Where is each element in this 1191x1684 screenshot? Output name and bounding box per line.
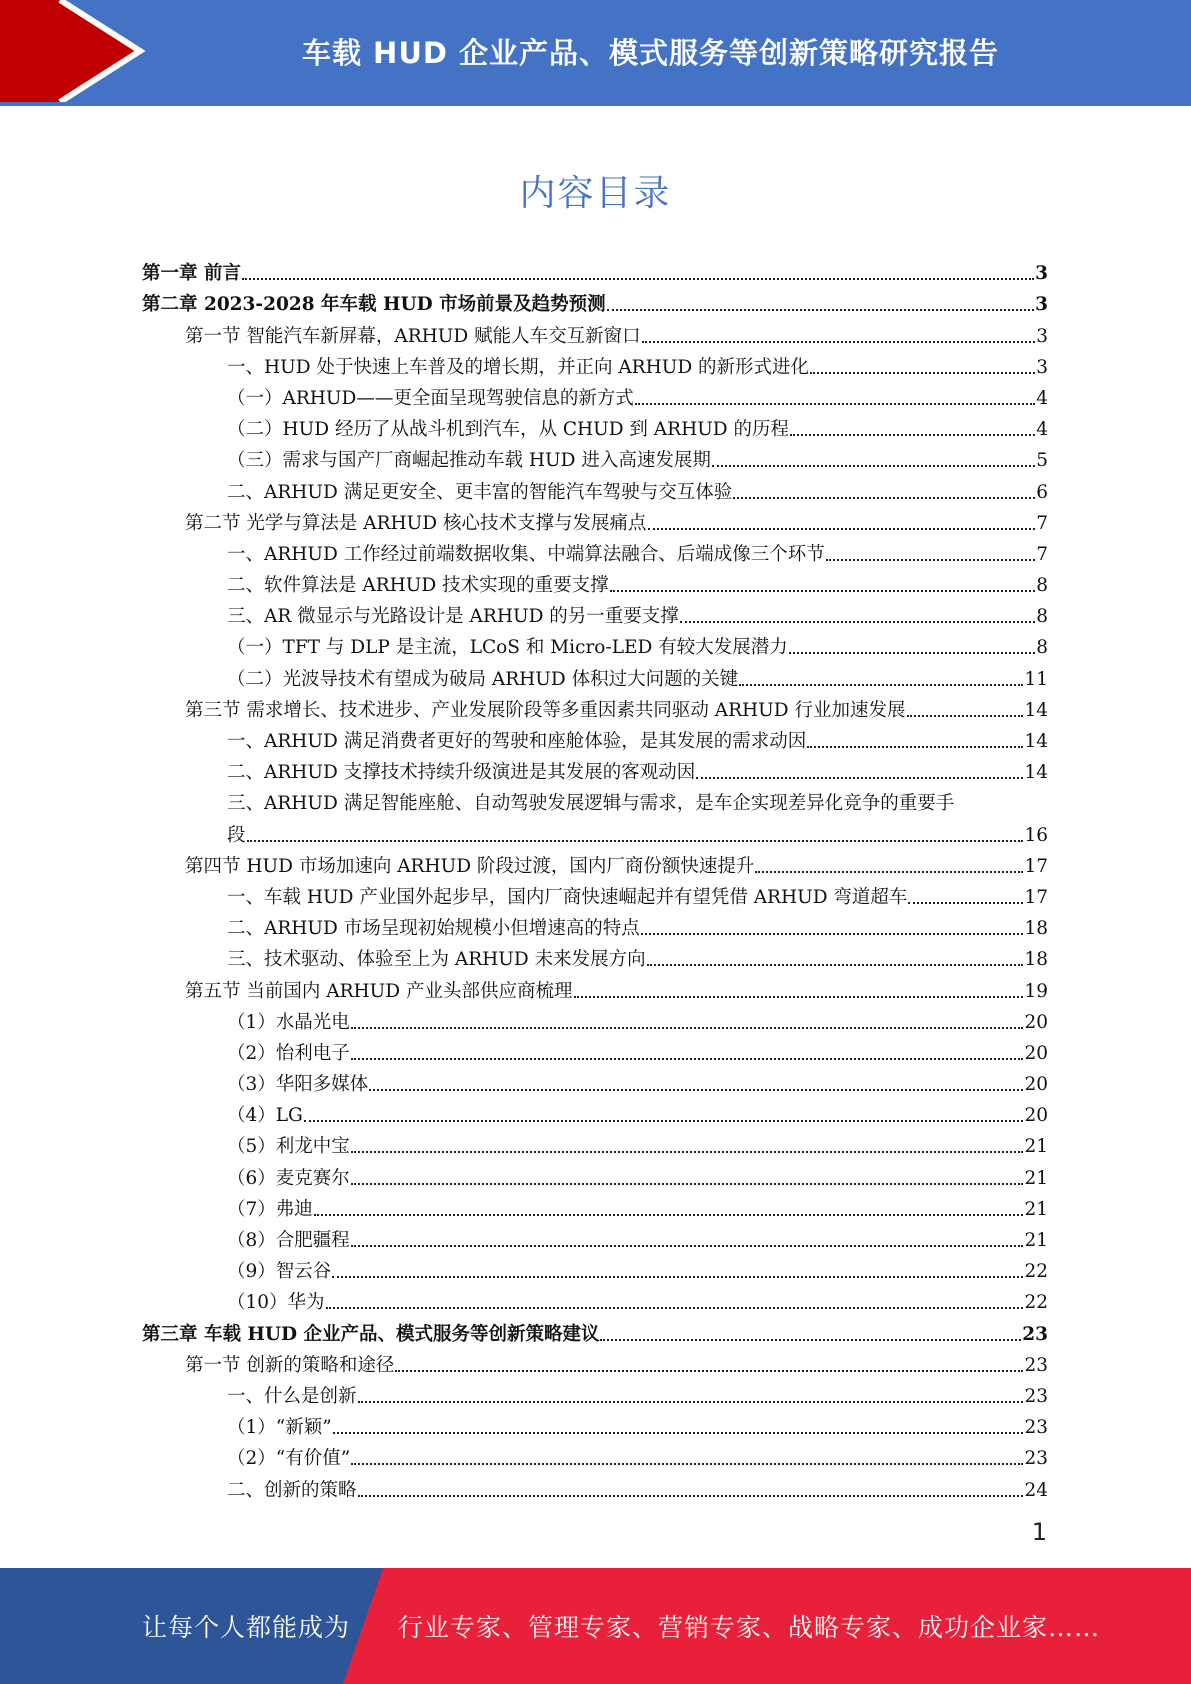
toc-entry-text: （1）水晶光电	[227, 1011, 350, 1033]
report-title: 车载 HUD 企业产品、模式服务等创新策略研究报告	[301, 35, 1000, 70]
toc-page-number: 8	[1036, 575, 1048, 597]
dot-leader	[610, 590, 1036, 592]
page-number: 1	[1031, 1518, 1047, 1546]
toc-entry-text: （4）LG	[227, 1105, 303, 1127]
toc-entry[interactable]	[142, 1221, 1048, 1252]
toc-entry[interactable]	[142, 472, 1048, 503]
toc-entry[interactable]	[142, 410, 1048, 441]
toc-entry[interactable]	[142, 1003, 1048, 1034]
footer-slogan-left: 让每个人都能成为	[142, 1613, 351, 1642]
toc-entry-text: （5）利龙中宝	[227, 1136, 350, 1158]
toc-entry-text: （三）需求与国产厂商崛起推动车载 HUD 进入高速发展期	[227, 450, 711, 472]
dot-leader	[351, 1058, 1024, 1060]
toc-entry-text: （二）HUD 经历了从战斗机到汽车，从 CHUD 到 ARHUD 的历程	[227, 419, 790, 441]
toc-entry[interactable]	[142, 909, 1048, 940]
toc-entry-text: 三、技术驱动、体验至上为 ARHUD 未来发展方向	[227, 949, 646, 971]
toc-page-number: 3	[1036, 325, 1048, 347]
toc-chapter-entry[interactable]	[142, 1314, 1048, 1345]
dot-leader	[369, 1089, 1023, 1091]
toc-entry[interactable]	[142, 348, 1048, 379]
toc-page-number: 8	[1036, 637, 1048, 659]
toc-page-number: 23	[1022, 1323, 1048, 1345]
toc-entry-text: 段	[227, 824, 246, 846]
toc-entry[interactable]	[142, 1252, 1048, 1283]
toc-entry-text: 三、ARHUD 满足智能座舱、自动驾驶发展逻辑与需求，是车企实现差异化竞争的重要手	[227, 793, 955, 815]
footer-slogan-right: 行业专家、管理专家、营销专家、战略专家、成功企业家……	[398, 1613, 1101, 1642]
toc-page-number: 5	[1036, 450, 1048, 472]
toc-page-number: 23	[1024, 1354, 1048, 1376]
toc-entry[interactable]	[142, 379, 1048, 410]
toc-entry-text: 三、AR 微显示与光路设计是 ARHUD 的另一重要支撑	[227, 606, 679, 628]
dot-leader	[739, 684, 1023, 686]
toc-page-number: 4	[1036, 387, 1048, 409]
toc-page-number: 8	[1036, 606, 1048, 628]
dot-leader	[641, 933, 1024, 935]
dot-leader	[789, 652, 1036, 654]
toc-entry[interactable]	[142, 878, 1048, 909]
toc-entry[interactable]	[142, 815, 1048, 846]
dot-leader	[351, 1027, 1024, 1029]
toc-entry-text: （7）弗迪	[227, 1198, 313, 1220]
dot-leader	[696, 777, 1023, 779]
toc-entry[interactable]	[142, 628, 1048, 659]
toc-chapter-entry[interactable]	[142, 254, 1048, 285]
toc-entry[interactable]	[142, 1408, 1048, 1439]
toc-entry-text: 第四节 HUD 市场加速向 ARHUD 阶段过渡，国内厂商份额快速提升	[185, 855, 755, 877]
toc-entry[interactable]	[142, 1283, 1048, 1314]
toc-page-number: 18	[1024, 918, 1048, 940]
dot-leader	[712, 465, 1035, 467]
dot-leader	[826, 559, 1035, 561]
toc-entry-text: 第一节 智能汽车新屏幕，ARHUD 赋能人车交互新窗口	[185, 325, 641, 347]
dot-leader	[642, 341, 1036, 343]
toc-entry[interactable]	[142, 971, 1048, 1002]
dot-leader	[351, 1463, 1023, 1465]
toc-entry[interactable]	[142, 1470, 1048, 1501]
toc-page-number: 16	[1024, 824, 1048, 846]
dot-leader	[247, 840, 1024, 842]
dot-leader	[332, 1276, 1023, 1278]
toc-entry-text: （一）ARHUD——更全面呈现驾驶信息的新方式	[227, 387, 634, 409]
dot-leader	[574, 996, 1024, 998]
toc-page-number: 20	[1024, 1074, 1048, 1096]
toc-entry[interactable]	[142, 1096, 1048, 1127]
toc-page-number: 7	[1036, 512, 1048, 534]
toc-entry-text: 二、创新的策略	[227, 1479, 357, 1501]
toc-entry-text: 第三章 车载 HUD 企业产品、模式服务等创新策略建议	[142, 1323, 600, 1345]
toc-entry-text: 二、软件算法是 ARHUD 技术实现的重要支撑	[227, 575, 609, 597]
toc-page-number: 11	[1024, 668, 1048, 690]
toc-page-number: 24	[1024, 1479, 1048, 1501]
toc-page-number: 18	[1024, 949, 1048, 971]
toc-page-number: 14	[1024, 762, 1048, 784]
dot-leader	[333, 1432, 1024, 1434]
dot-leader	[755, 871, 1023, 873]
toc-page-number: 23	[1024, 1417, 1048, 1439]
toc-entry-text: （8）合肥疆程	[227, 1230, 350, 1251]
toc-entry-text: 第五节 当前国内 ARHUD 产业头部供应商梳理	[185, 980, 573, 1002]
toc-entry-text: （9）智云谷	[227, 1261, 332, 1283]
toc-page-number: 3	[1035, 294, 1048, 316]
toc-page-number: 3	[1036, 356, 1048, 378]
header-rule-white	[0, 106, 1191, 110]
dot-leader	[680, 621, 1035, 623]
toc-entry-text: （6）麦克赛尔	[227, 1167, 350, 1189]
dot-leader	[304, 1120, 1024, 1122]
dot-leader	[908, 902, 1023, 904]
toc-page-number: 17	[1024, 886, 1048, 908]
toc-entry[interactable]	[142, 659, 1048, 690]
toc-entry-line[interactable]	[142, 784, 1048, 815]
toc-entry[interactable]	[142, 940, 1048, 971]
toc-entry-text: 第二节 光学与算法是 ARHUD 核心技术支撑与发展痛点	[185, 512, 647, 534]
toc-entry[interactable]	[142, 535, 1048, 566]
toc-entry[interactable]	[142, 1190, 1048, 1221]
toc-entry-text: 一、ARHUD 满足消费者更好的驾驶和座舱体验，是其发展的需求动因	[227, 731, 807, 752]
dot-leader	[647, 964, 1024, 966]
table-of-contents	[142, 254, 1048, 1502]
dot-leader	[648, 528, 1036, 530]
toc-page-number: 22	[1024, 1261, 1048, 1283]
toc-page-number: 20	[1024, 1011, 1048, 1033]
dot-leader	[907, 715, 1024, 717]
toc-entry[interactable]	[142, 566, 1048, 597]
toc-page-number: 21	[1024, 1198, 1048, 1220]
toc-page-number: 19	[1024, 980, 1048, 1002]
dot-leader	[358, 1401, 1024, 1403]
toc-entry-text: 一、HUD 处于快速上车普及的增长期，并正向 ARHUD 的新形式进化	[227, 356, 810, 378]
toc-page-number: 7	[1036, 543, 1048, 565]
dot-leader	[351, 1151, 1024, 1153]
toc-page-number: 22	[1024, 1292, 1048, 1314]
toc-entry[interactable]	[142, 722, 1048, 753]
toc-entry[interactable]	[142, 1127, 1048, 1158]
dot-leader	[810, 372, 1035, 374]
dot-leader	[733, 497, 1035, 499]
dot-leader	[807, 746, 1023, 748]
chevron-arrow-icon	[0, 0, 160, 110]
toc-entry-text: 一、什么是创新	[227, 1385, 357, 1407]
toc-page-number: 3	[1035, 263, 1048, 285]
toc-page-number: 21	[1024, 1167, 1048, 1189]
dot-leader	[326, 1307, 1024, 1309]
toc-entry[interactable]	[142, 441, 1048, 472]
toc-page-number: 4	[1036, 419, 1048, 441]
toc-entry-text: 二、ARHUD 满足更安全、更丰富的智能汽车驾驶与交互体验	[227, 481, 733, 503]
dot-leader	[635, 403, 1035, 405]
toc-entry-text: （3）华阳多媒体	[227, 1074, 369, 1096]
toc-page-number: 14	[1024, 731, 1048, 752]
dot-leader	[351, 1183, 1024, 1185]
toc-entry[interactable]	[142, 597, 1048, 628]
toc-entry[interactable]	[142, 691, 1048, 722]
header-bar	[0, 0, 1191, 110]
toc-entry[interactable]	[142, 1439, 1048, 1470]
toc-page-number: 20	[1024, 1105, 1048, 1127]
toc-entry-text: （一）TFT 与 DLP 是主流，LCoS 和 Micro-LED 有较大发展潜力	[227, 637, 788, 659]
dot-leader	[351, 1245, 1024, 1247]
toc-title: 内容目录	[519, 173, 672, 214]
toc-entry-text: 一、车载 HUD 产业国外起步早，国内厂商快速崛起并有望凭借 ARHUD 弯道超车	[227, 886, 908, 908]
toc-entry-text: 第三节 需求增长、技术进步、产业发展阶段等多重因素共同驱动 ARHUD 行业加速发展	[185, 699, 906, 721]
dot-leader	[314, 1214, 1024, 1216]
footer-banner	[0, 1568, 1191, 1684]
toc-page-number: 21	[1024, 1230, 1048, 1251]
toc-entry[interactable]	[142, 316, 1048, 347]
dot-leader	[607, 309, 1035, 311]
toc-entry-text: 第一节 创新的策略和途径	[185, 1354, 395, 1376]
toc-chapter-entry[interactable]	[142, 285, 1048, 316]
toc-entry-text: （1）“新颖”	[227, 1417, 332, 1439]
toc-entry-text: 二、ARHUD 支撑技术持续升级演进是其发展的客观动因	[227, 762, 696, 784]
dot-leader	[242, 278, 1034, 280]
dot-leader	[790, 434, 1035, 436]
toc-page-number: 23	[1024, 1385, 1048, 1407]
dot-leader	[395, 1370, 1023, 1372]
toc-page-number: 17	[1024, 855, 1048, 877]
toc-page-number: 14	[1024, 699, 1048, 721]
toc-entry-text: （二）光波导技术有望成为破局 ARHUD 体积过大问题的关键	[227, 668, 739, 690]
toc-entry-text: 第二章 2023-2028 年车载 HUD 市场前景及趋势预测	[142, 294, 606, 316]
dot-leader	[358, 1495, 1024, 1497]
toc-entry[interactable]	[142, 1065, 1048, 1096]
toc-entry-text: 第一章 前言	[142, 263, 241, 285]
toc-entry-text: 一、ARHUD 工作经过前端数据收集、中端算法融合、后端成像三个环节	[227, 543, 825, 565]
toc-entry[interactable]	[142, 1377, 1048, 1408]
toc-entry[interactable]	[142, 1034, 1048, 1065]
toc-entry[interactable]	[142, 1158, 1048, 1189]
toc-entry-text: （10）华为	[227, 1292, 325, 1314]
toc-page-number: 23	[1024, 1448, 1048, 1470]
toc-page-number: 20	[1024, 1042, 1048, 1064]
toc-entry-text: （2）怡利电子	[227, 1042, 350, 1064]
toc-entry[interactable]	[142, 753, 1048, 784]
toc-page-number: 21	[1024, 1136, 1048, 1158]
toc-entry[interactable]	[142, 504, 1048, 535]
dot-leader	[600, 1339, 1021, 1341]
toc-entry-text: 二、ARHUD 市场呈现初始规模小但增速高的特点	[227, 918, 640, 940]
toc-entry-text: （2）“有价值”	[227, 1448, 351, 1470]
toc-entry[interactable]	[142, 847, 1048, 878]
toc-entry[interactable]	[142, 1346, 1048, 1377]
toc-page-number: 6	[1036, 481, 1048, 503]
